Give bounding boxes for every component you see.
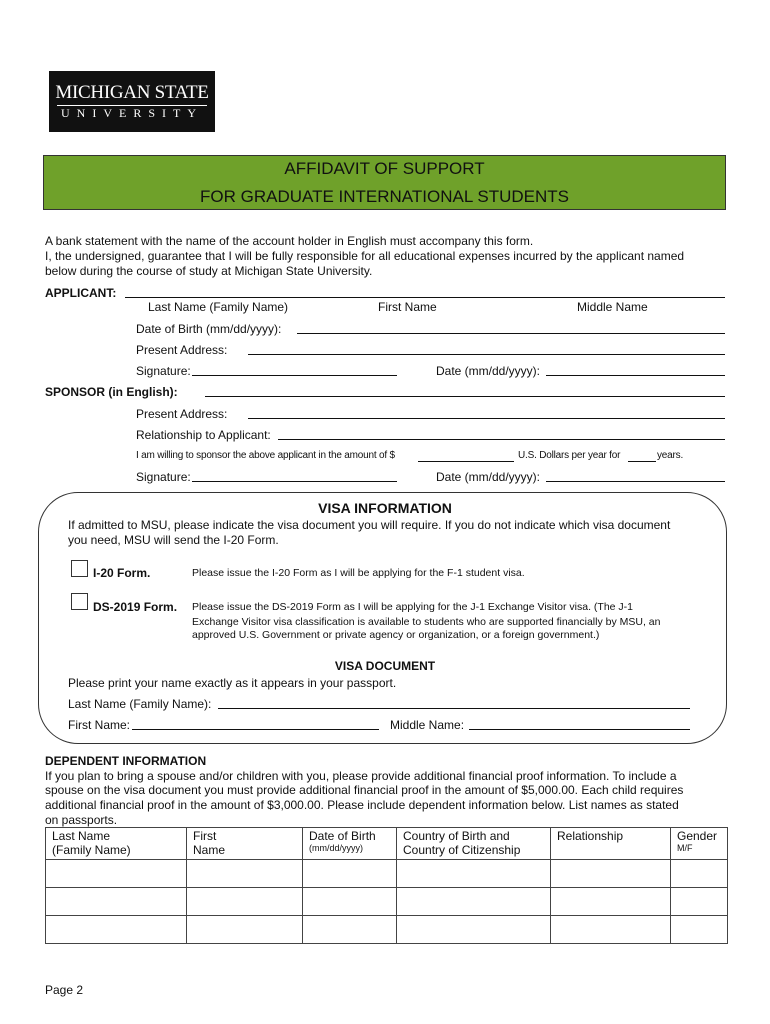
col-first-name-line2: Name <box>193 843 226 857</box>
visa-heading: VISA INFORMATION <box>318 500 452 516</box>
applicant-date-field[interactable] <box>546 375 725 376</box>
col-relationship <box>551 828 671 860</box>
sponsor-amount-field[interactable] <box>418 461 514 462</box>
passport-last-name-field[interactable] <box>218 708 690 709</box>
col-last-name-line2: (Family Name) <box>52 843 131 857</box>
cell[interactable] <box>46 888 187 916</box>
sponsor-date-field[interactable] <box>546 481 725 482</box>
applicant-date-label: Date (mm/dd/yyyy): <box>436 364 541 378</box>
cell[interactable] <box>671 860 728 888</box>
sponsor-date-label: Date (mm/dd/yyyy): <box>436 470 541 484</box>
title-banner <box>43 155 726 210</box>
col-last-name-line1: Last Name <box>52 829 111 843</box>
sponsor-amount-text-b: U.S. Dollars per year for <box>518 450 621 461</box>
sponsor-signature-field[interactable] <box>192 481 397 482</box>
page-number: Page 2 <box>45 983 84 997</box>
col-country-line1: Country of Birth and <box>403 829 510 843</box>
visa-document-heading: VISA DOCUMENT <box>334 659 436 673</box>
applicant-signature-field[interactable] <box>192 375 397 376</box>
dependent-table <box>45 827 728 944</box>
sponsor-address-label: Present Address: <box>136 407 228 421</box>
sponsor-years-field[interactable] <box>628 461 656 462</box>
col-country-line2: Country of Citizenship <box>403 843 521 857</box>
sponsor-signature-label: Signature: <box>136 470 191 484</box>
intro-line-2: I, the undersigned, guarantee that I will be fully responsible for all educational expenses incurred by the applicant named <box>45 249 685 263</box>
cell[interactable] <box>46 916 187 944</box>
logo-line-1: MICHIGAN STATE <box>55 82 209 103</box>
i20-label: I-20 Form. <box>93 566 151 580</box>
cell[interactable] <box>671 888 728 916</box>
sponsor-address-field[interactable] <box>248 418 725 419</box>
col-gender-line2: M/F <box>677 843 693 853</box>
cell[interactable] <box>303 916 397 944</box>
dependent-text-3: additional financial proof in the amount of $3,000.00. Please include dependent information below. List names as stated <box>45 798 679 812</box>
sponsor-amount-text-c: years. <box>657 450 684 461</box>
passport-middle-name-field[interactable] <box>469 729 690 730</box>
col-relationship-label: Relationship <box>557 829 624 843</box>
col-last-name <box>46 828 187 860</box>
applicant-address-label: Present Address: <box>136 343 228 357</box>
intro-line-3: below during the course of study at Michigan State University. <box>45 264 373 278</box>
col-dob <box>303 828 397 860</box>
logo-line-2: UNIVERSITY <box>61 106 203 120</box>
intro-line-1: A bank statement with the name of the account holder in English must accompany this form. <box>45 234 534 248</box>
cell[interactable] <box>671 916 728 944</box>
sponsor-name-field[interactable] <box>205 396 725 397</box>
i20-checkbox[interactable] <box>71 560 88 577</box>
cell[interactable] <box>397 860 551 888</box>
form-subtitle: FOR GRADUATE INTERNATIONAL STUDENTS <box>200 187 569 206</box>
applicant-last-name-label: Last Name (Family Name) <box>148 300 289 314</box>
applicant-dob-label: Date of Birth (mm/dd/yyyy): <box>136 322 282 336</box>
sponsor-heading: SPONSOR (in English): <box>45 385 178 399</box>
cell[interactable] <box>551 916 671 944</box>
dependent-text-2: spouse on the visa document you must provide additional financial proof in the amount of $5,000.00. Each child requires <box>45 783 684 797</box>
col-gender <box>671 828 728 860</box>
col-first-name-line1: First <box>193 829 217 843</box>
cell[interactable] <box>187 860 303 888</box>
cell[interactable] <box>187 916 303 944</box>
dependent-text-4: on passports. <box>45 813 118 827</box>
cell[interactable] <box>303 888 397 916</box>
table-row[interactable] <box>46 888 728 916</box>
visa-intro-2: you need, MSU will send the I-20 Form. <box>68 533 279 547</box>
col-first-name <box>187 828 303 860</box>
cell[interactable] <box>551 860 671 888</box>
applicant-name-field[interactable] <box>125 297 725 298</box>
ds2019-description-2: Exchange Visitor visa classification is available to students who are supported financially by MSU, an <box>192 616 661 628</box>
msu-logo <box>49 71 215 132</box>
cell[interactable] <box>397 916 551 944</box>
cell[interactable] <box>303 860 397 888</box>
dependent-text-1: If you plan to bring a spouse and/or children with you, please provide additional financial proof information. To include a <box>45 769 677 783</box>
i20-description: Please issue the I-20 Form as I will be applying for the F-1 student visa. <box>192 567 525 579</box>
dependent-table-header <box>46 828 728 860</box>
col-dob-line2: (mm/dd/yyyy) <box>309 843 363 853</box>
col-gender-line1: Gender <box>677 829 718 843</box>
passport-first-name-field[interactable] <box>132 729 379 730</box>
table-row[interactable] <box>46 860 728 888</box>
applicant-dob-field[interactable] <box>297 333 725 334</box>
table-row[interactable] <box>46 916 728 944</box>
form-title: AFFIDAVIT OF SUPPORT <box>284 159 485 178</box>
applicant-middle-name-label: Middle Name <box>577 300 648 314</box>
applicant-first-name-label: First Name <box>378 300 437 314</box>
applicant-address-field[interactable] <box>248 354 725 355</box>
visa-document-intro: Please print your name exactly as it appears in your passport. <box>68 676 397 690</box>
ds2019-checkbox[interactable] <box>71 593 88 610</box>
cell[interactable] <box>397 888 551 916</box>
cell[interactable] <box>187 888 303 916</box>
dependent-heading: DEPENDENT INFORMATION <box>45 754 207 768</box>
passport-middle-name-label: Middle Name: <box>390 718 465 732</box>
applicant-signature-label: Signature: <box>136 364 191 378</box>
visa-intro-1: If admitted to MSU, please indicate the visa document you will require. If you do not indicate which visa document <box>68 518 671 532</box>
applicant-heading: APPLICANT: <box>45 286 117 300</box>
sponsor-relationship-label: Relationship to Applicant: <box>136 428 271 442</box>
sponsor-relationship-field[interactable] <box>278 439 725 440</box>
ds2019-description-3: approved U.S. Government or private agency or organization, or a foreign government.) <box>192 629 600 641</box>
cell[interactable] <box>551 888 671 916</box>
col-country <box>397 828 551 860</box>
passport-first-name-label: First Name: <box>68 718 131 732</box>
ds2019-label: DS-2019 Form. <box>93 600 178 614</box>
sponsor-amount-text-a: I am willing to sponsor the above applicant in the amount of $ <box>136 450 395 461</box>
ds2019-description-1: Please issue the DS-2019 Form as I will be applying for the J-1 Exchange Visitor visa. (The J-1 <box>192 601 634 613</box>
cell[interactable] <box>46 860 187 888</box>
passport-last-name-label: Last Name (Family Name): <box>68 697 212 711</box>
col-dob-line1: Date of Birth <box>309 829 376 843</box>
